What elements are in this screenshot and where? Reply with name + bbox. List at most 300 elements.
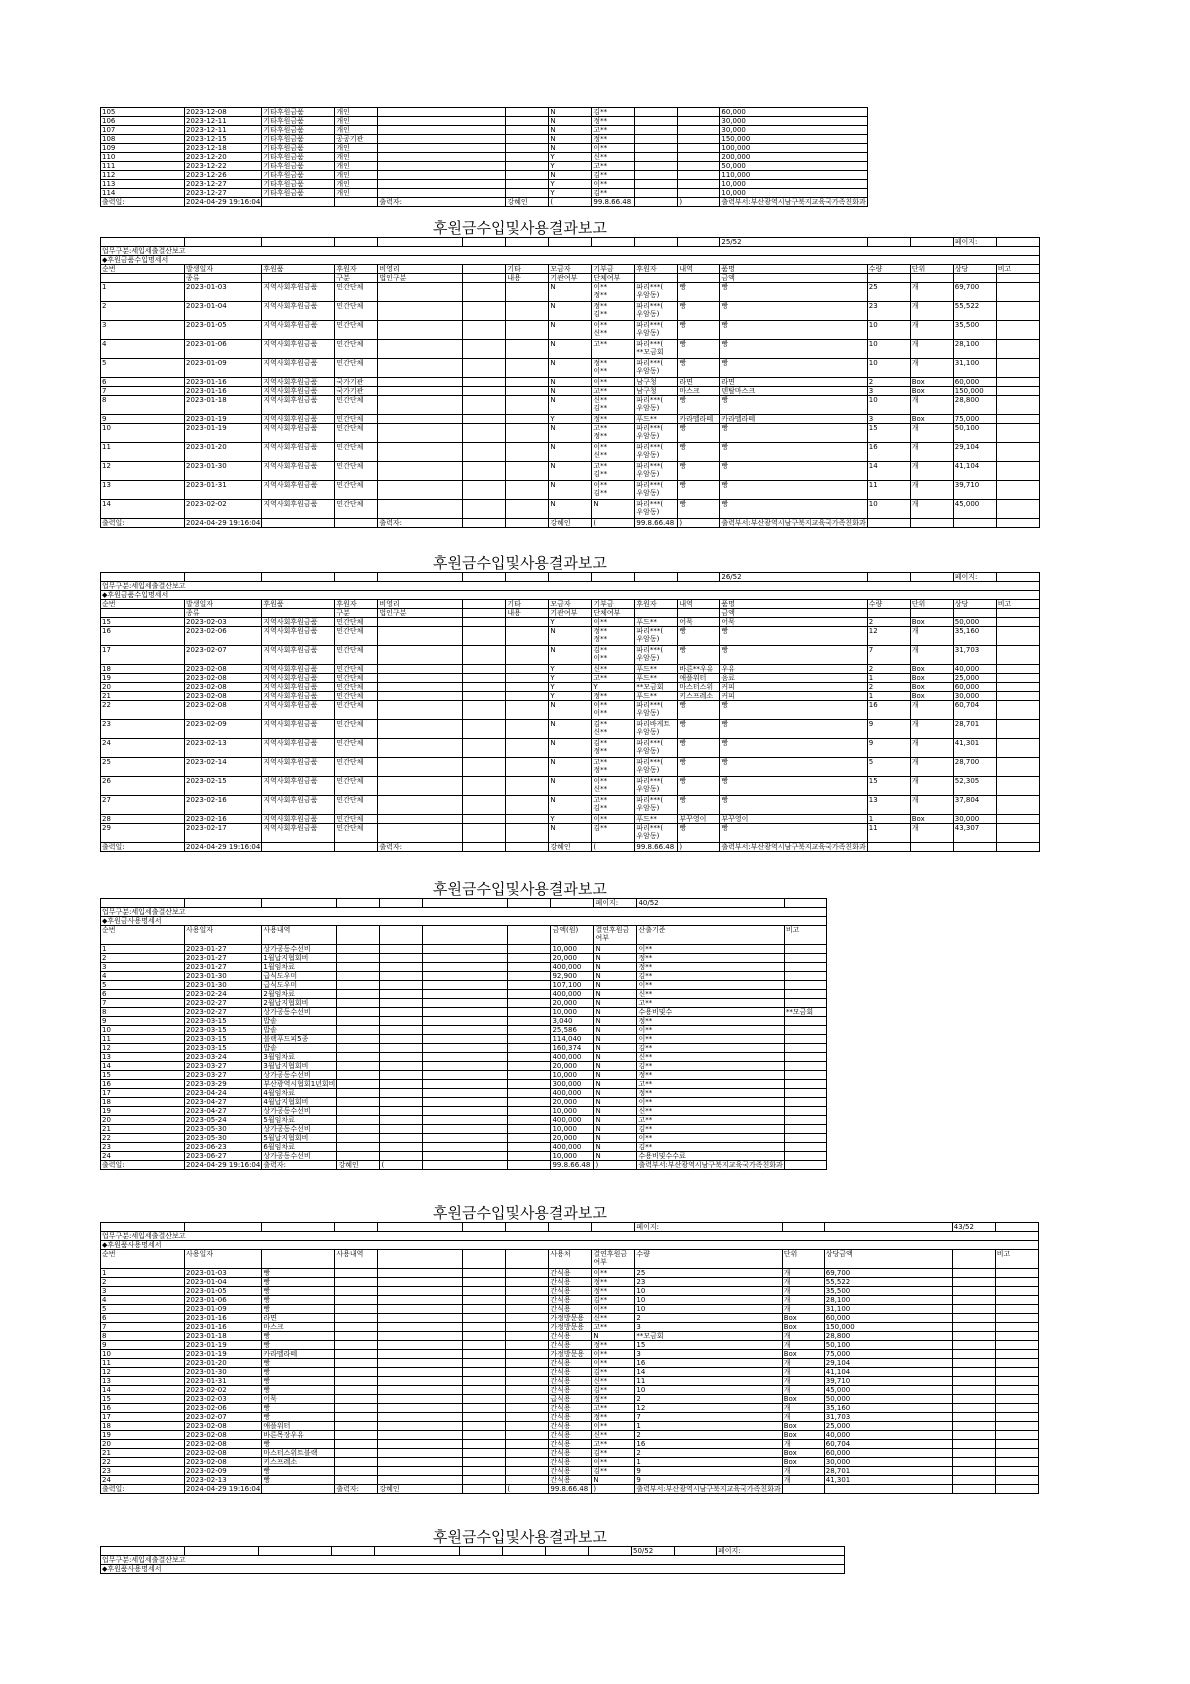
table-cell [995,1350,1038,1359]
table-cell: 남구청 [635,387,678,396]
table-cell: N [549,378,592,387]
table-cell: 2023-01-20 [185,443,262,462]
table-row [101,1269,1039,1278]
table-cell [551,899,594,908]
table-cell [995,1323,1038,1332]
table-cell: 2023-12-27 [185,180,262,189]
table-row [101,627,1040,646]
table-cell [335,1323,378,1332]
table-cell: Y [549,674,592,683]
table-cell: N [549,321,592,340]
table-cell [380,1116,423,1125]
table-cell: 2023-04-24 [185,1089,262,1098]
section-heading-text: ◆후원품사용명세서 [101,1241,1039,1250]
table-cell [996,665,1039,674]
table-cell: 빵 [720,462,867,481]
table-cell: 2024-04-29 19:16:04 [186,519,261,527]
table-cell [506,162,549,171]
table-cell [784,972,826,981]
table-row [101,1449,1039,1458]
table-cell: 기부금 [592,265,635,274]
table-cell: 160,374 [551,1044,594,1053]
table-cell: 사용일자 [185,1250,262,1269]
table-cell [337,1035,380,1044]
table-cell: N [592,500,635,519]
table-cell: N [549,144,592,153]
table-cell [378,1305,463,1314]
table-cell: 김** [592,1296,635,1305]
table-cell [463,1332,506,1341]
table-cell [335,1431,378,1440]
table-cell: 고** [592,1404,635,1413]
table-cell: N [549,777,592,796]
table-cell [423,1026,508,1035]
table-cell: N [594,963,637,972]
table-cell [678,573,720,582]
table-cell [259,1547,332,1556]
table-cell: 민간단체 [335,618,378,627]
table-cell: N [549,701,592,720]
page-number: 43/52 [952,1223,995,1232]
table-cell [378,701,463,720]
table-cell: 김** [637,1125,784,1134]
table-cell: 지역사회후원금품 [262,683,335,692]
income-table-25 [100,237,1040,528]
table-cell: 파리***( 우암동) [635,646,678,665]
table-cell: 고** 정** [592,424,635,443]
table-cell: N [594,1062,637,1071]
table-cell [952,1305,995,1314]
table-cell: 빵 [720,396,867,415]
table-cell: 카라멜라떼 [720,415,867,424]
table-cell: Y [549,692,592,701]
table-cell: 지역사회후원금품 [262,396,335,415]
table-cell [380,990,423,999]
table-cell: 품명 [720,600,867,609]
table-row [101,1044,827,1053]
page-label: 페이지: [594,899,637,908]
table-cell: 개 [782,1269,824,1278]
table-cell [784,1053,826,1062]
table-cell: 개인 [335,171,378,180]
table-cell [423,1116,508,1125]
table-cell: 빵 [262,1278,335,1287]
table-cell: 114 [101,189,185,198]
table-cell: 16 [101,627,185,646]
table-cell [506,396,549,415]
table-cell [337,1089,380,1098]
table-cell [378,117,506,126]
table-cell: 지역사회후원금품 [262,627,335,646]
table-row [101,1296,1039,1305]
table-row [101,108,868,117]
table-cell: 파리***( 우암동) [635,500,678,519]
table-cell: 지역사회후원금품 [262,387,335,396]
table-cell: 민간단체 [335,500,378,519]
table-row [101,1368,1039,1377]
table-cell [101,609,185,618]
table-cell [508,1071,551,1080]
goods-usage-table-50 [100,1546,845,1574]
page-number-row [101,573,1040,582]
table-cell: 60,000 [824,1314,952,1323]
table-cell [784,1017,826,1026]
table-cell: 10 [867,340,910,359]
table-cell: 간식용 [549,1278,592,1287]
table-cell: 400,000 [551,1116,594,1125]
table-cell [378,378,463,387]
table-cell [996,387,1039,396]
table-cell: 라면 [678,378,720,387]
table-cell: 400,000 [551,1143,594,1152]
table-cell: 강혜인 [549,519,592,528]
table-cell: 지역사회후원금품 [262,815,335,824]
table-cell: 후원품 [262,600,335,609]
table-cell: 민간단체 [335,443,378,462]
table-cell [996,519,1039,528]
table-cell: 400,000 [551,963,594,972]
table-cell: Y [549,162,592,171]
table-cell: 99.8.66.48 [635,519,678,528]
table-cell [378,1476,463,1485]
table-cell: 150,000 [720,135,867,144]
table-cell: 상가공동수선비 [262,1008,337,1017]
table-cell: 마스크 [262,1323,335,1332]
table-cell [463,758,506,777]
table-cell [335,1223,378,1232]
table-cell: 15 [867,424,910,443]
table-cell: 이** [637,945,784,954]
table-cell: 30,000 [720,117,867,126]
table-cell: 빵 [720,720,867,739]
table-row [101,972,827,981]
table-cell: 빵 [720,302,867,321]
table-cell: 출력일: [101,198,185,207]
table-cell [378,1440,463,1449]
table-cell [996,274,1039,283]
table-cell: 단위 [782,1250,824,1269]
table-cell: 간식용 [549,1368,592,1377]
table-cell: 민간단체 [335,321,378,340]
table-cell: 마스크 [678,387,720,396]
table-cell: 55,522 [824,1278,952,1287]
table-cell: 빵 [720,424,867,443]
table-cell: 파리***( 우암동) [635,283,678,302]
table-cell: Y [549,665,592,674]
table-cell: 2023-01-20 [185,1359,262,1368]
table-cell: N [549,424,592,443]
table-cell: 지역사회후원금품 [262,674,335,683]
table-cell: 개 [910,500,953,519]
table-cell [995,1278,1038,1287]
table-cell: 2023-01-31 [185,1377,262,1386]
table-cell [506,1278,549,1287]
table-cell [995,1377,1038,1386]
table-cell: 지역사회후원금품 [262,424,335,443]
table-cell: 빵 [678,627,720,646]
table-cell: 개 [782,1359,824,1368]
table-cell [784,1026,826,1035]
table-cell: Y [549,618,592,627]
table-cell [101,1223,185,1232]
table-cell: 남구청 [635,378,678,387]
table-cell [262,1250,335,1269]
table-cell: 종류 [185,609,262,618]
table-cell [337,972,380,981]
table-cell [784,1035,826,1044]
table-cell [995,1458,1038,1467]
table-cell [378,153,506,162]
table-cell: 10 [867,396,910,415]
table-cell: 가정방문용 [549,1350,592,1359]
table-cell [335,573,378,582]
table-row [101,1089,827,1098]
table-cell [423,1080,508,1089]
table-cell [635,274,678,283]
table-cell [463,796,506,815]
table-cell [910,573,953,582]
table-cell: 신** [592,1314,635,1323]
table-cell: 김** [592,108,635,117]
table-cell: 22 [101,1458,185,1467]
table-row [101,1017,827,1026]
table-cell: 14 [101,1386,185,1395]
table-cell [506,1413,549,1422]
goods-usage-body [101,1223,1039,1494]
table-cell: 28 [101,815,185,824]
table-cell: 기타후원금품 [262,189,335,198]
table-cell [995,1440,1038,1449]
table-cell [635,198,678,207]
table-cell: 출력자: [262,1161,337,1170]
table-cell [506,443,549,462]
table-cell [506,1323,549,1332]
income-table-26 [100,572,1040,852]
table-row [101,171,868,180]
table-cell: 빵 [720,777,867,796]
table-cell: 순번 [101,926,185,945]
table-cell [508,926,551,945]
table-cell [996,843,1039,852]
table-cell [335,1404,378,1413]
table-cell: 발생일자 [185,265,262,274]
table-cell [378,1404,463,1413]
table-cell: 112 [101,171,185,180]
income-tail-table [100,107,868,207]
table-cell: 고** [592,674,635,683]
table-cell: 김** [592,1386,635,1395]
table-cell: N [549,443,592,462]
table-cell [953,274,996,283]
table-cell: 바른목장우유 [262,1431,335,1440]
table-cell: 2023-02-08 [185,1449,262,1458]
table-cell [337,1044,380,1053]
table-cell: N [549,739,592,758]
table-cell: 출력자: [335,1485,378,1494]
table-row [101,981,827,990]
table-cell: N [549,108,592,117]
table-cell: 10,000 [551,1107,594,1116]
table-row [101,415,1040,424]
table-cell: 2 [101,954,185,963]
table-row [101,618,1040,627]
table-cell: 국가기관 [335,378,378,387]
table-cell [678,274,720,283]
table-cell: 고** [592,1440,635,1449]
table-cell: 2023-12-22 [185,162,262,171]
table-cell [378,1458,463,1467]
report-kind [101,1556,845,1565]
table-cell: 출력일: [101,519,185,528]
table-cell: 5월임차료 [262,1116,337,1125]
table-cell [635,117,678,126]
table-cell: 빵 [678,701,720,720]
table-cell: 빵 [678,283,720,302]
table-cell [463,674,506,683]
table-cell: 20,000 [551,954,594,963]
table-cell [996,302,1039,321]
table-cell: 24 [101,1152,185,1161]
table-cell [463,1377,506,1386]
table-cell [423,963,508,972]
table-cell [506,739,549,758]
table-cell: 25,000 [953,674,996,683]
table-row [101,1413,1039,1422]
table-cell: 1월납지협회비 [262,954,337,963]
table-cell: 파리***( 우암동) [635,758,678,777]
table-row [101,1332,1039,1341]
table-cell: 이** 김** [592,481,635,500]
table-cell: 2023-05-30 [185,1134,262,1143]
table-cell [506,1305,549,1314]
table-cell: 17 [101,646,185,665]
table-cell [101,274,185,283]
table-cell: 2023-02-13 [185,739,262,758]
table-cell: 고** [637,1116,784,1125]
table-cell: 10,000 [551,1008,594,1017]
table-cell: 2 [635,1314,782,1323]
table-cell: 31,100 [824,1305,952,1314]
footer-row [101,519,1040,528]
table-cell: 15 [867,777,910,796]
report-title-3: 후원금수입및사용결과보고 [433,880,607,898]
table-row [101,1116,827,1125]
table-cell: 41,104 [953,462,996,481]
table-cell [378,396,463,415]
table-cell: 출력자: [378,198,506,207]
table-cell [506,843,549,852]
table-cell: N [549,481,592,500]
section-heading [101,591,1040,600]
table-cell: 파리***( 우암동) [635,739,678,758]
table-cell: 2023-01-04 [185,302,262,321]
table-cell: 2023-01-04 [185,1278,262,1287]
table-cell: N [594,1035,637,1044]
table-cell: 파리***( 우암동) [635,443,678,462]
table-cell [378,1314,463,1323]
goods-usage-body-50 [101,1547,845,1574]
table-cell [784,963,826,972]
table-cell: 기타후원금품 [262,144,335,153]
table-cell: 정** 김** [592,302,635,321]
table-cell [337,1053,380,1062]
table-cell [337,1116,380,1125]
table-cell: Y [549,683,592,692]
table-cell: 23 [101,1143,185,1152]
table-cell: 75,000 [824,1350,952,1359]
table-cell: 빵 [678,481,720,500]
table-cell: 20 [101,1440,185,1449]
table-cell: 출력일: [101,1485,185,1494]
section-donation-income-tail [100,107,868,207]
table-cell: 간식용 [549,1332,592,1341]
table-cell [262,573,335,582]
table-cell [506,321,549,340]
table-cell: 개 [910,758,953,777]
table-row [101,1323,1039,1332]
table-cell [380,899,423,908]
table-cell: 푸드** [635,692,678,701]
table-cell [378,500,463,519]
report-kind-text: 업무구분:세입세출결산보고 [101,582,1040,591]
table-cell: N [594,1107,637,1116]
table-cell: 26 [101,777,185,796]
table-cell: 99.8.66.48 [551,1161,594,1170]
report-title-4: 후원금수입및사용결과보고 [433,1204,607,1222]
table-cell: Box [782,1431,824,1440]
table-cell: 개인 [335,108,378,117]
section-heading [101,917,827,926]
table-cell: 이** [637,1035,784,1044]
table-cell [506,126,549,135]
table-cell [508,972,551,981]
table-cell [337,1107,380,1116]
table-cell: 고** [592,126,635,135]
table-cell [335,1467,378,1476]
table-row [101,1377,1039,1386]
table-cell [262,1223,335,1232]
table-cell: 상가공동수선비 [262,1071,337,1080]
table-cell: 지역사회후원금품 [262,321,335,340]
table-cell [378,321,463,340]
table-cell [910,274,953,283]
table-cell: 2023-01-31 [185,481,262,500]
table-cell [508,990,551,999]
report-title-5: 후원금수입및사용결과보고 [433,1528,607,1546]
table-cell: ( [592,519,635,528]
table-row [101,302,1040,321]
table-cell: 강혜인 [506,198,549,207]
table-cell: 카라멜라떼 [262,1350,335,1359]
table-cell [508,1053,551,1062]
table-cell [378,573,463,582]
table-cell: 17 [101,1413,185,1422]
header-row [101,265,1040,274]
table-cell [506,283,549,302]
table-cell [784,1134,826,1143]
table-row [101,815,1040,824]
table-cell: 가정방문용 [549,1323,592,1332]
table-cell: 2023-02-08 [185,674,262,683]
table-cell: N [594,1017,637,1026]
table-cell [506,144,549,153]
table-cell: 30,000 [720,126,867,135]
table-cell: 개 [910,646,953,665]
table-cell: 김** 이** [592,646,635,665]
table-row [101,500,1040,519]
table-cell: 지역사회후원금품 [262,824,335,843]
table-cell: 300,000 [551,1080,594,1089]
